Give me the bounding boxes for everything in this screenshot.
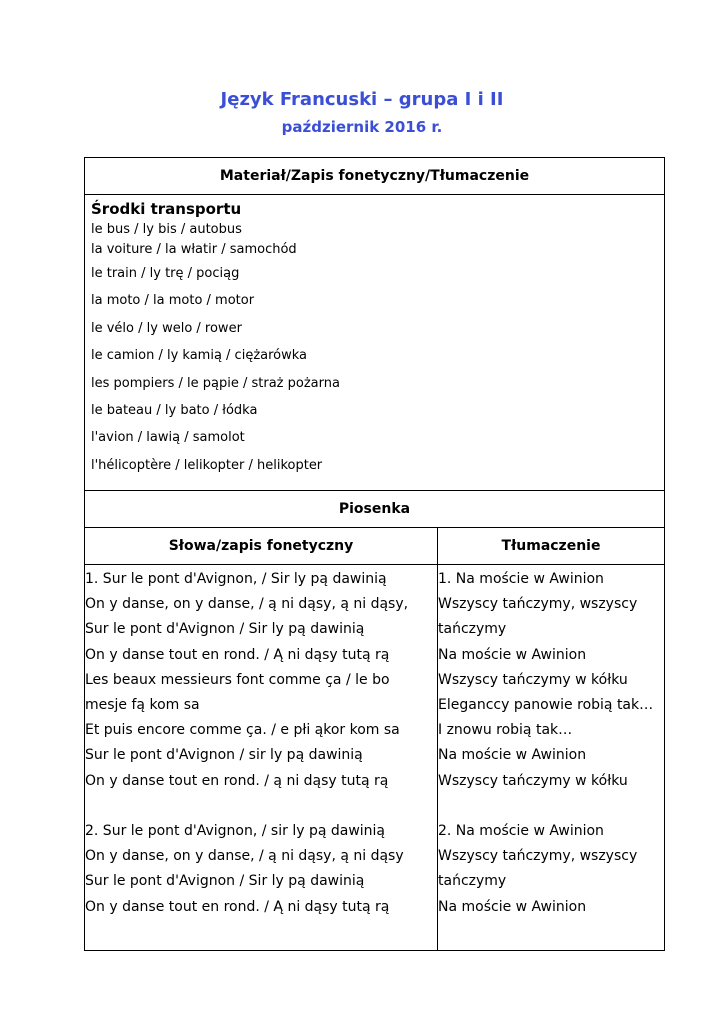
- translation-line: Wszyscy tańczymy, wszyscy: [438, 596, 638, 613]
- lyric-line: On y danse, on y danse, / ą ni dąsy, ą ni dąsy: [85, 848, 404, 865]
- vocab-item: le train / ly trę / pociąg: [91, 266, 240, 281]
- vocab-item: la voiture / la włatir / samochód: [91, 242, 297, 257]
- vocab-item: les pompiers / le pąpie / straż pożarna: [91, 375, 340, 391]
- lyric-line: On y danse tout en rond. / Ą ni dąsy tutą rą: [85, 646, 390, 663]
- transport-title: Środki transportu: [91, 200, 242, 218]
- translation-line: 2. Na moście w Awinion: [438, 823, 604, 840]
- vocab-item: le camion / ly kamią / ciężarówka: [91, 348, 308, 364]
- lyric-line: 2. Sur le pont d'Avignon, / sir ly pą dawinią: [85, 823, 386, 840]
- song-translation-cell: [438, 565, 665, 951]
- lyric-line: Sur le pont d'Avignon / sir ly pą dawinią: [85, 747, 363, 764]
- lyric-line: 1. Sur le pont d'Avignon, / Sir ly pą dawinią: [85, 571, 387, 587]
- translation-line: Eleganccy panowie robią tak…: [438, 697, 654, 714]
- lyric-line: Sur le pont d'Avignon / Sir ly pą dawinią: [85, 621, 365, 638]
- lyric-line: On y danse, on y danse, / ą ni dąsy, ą ni dąsy,: [85, 596, 409, 613]
- translation-line: Na moście w Awinion: [438, 646, 587, 663]
- translation-line: 1. Na moście w Awinion: [438, 571, 604, 587]
- translation-line: tańczymy: [438, 621, 507, 638]
- vocab-item: l'hélicoptère / lelikopter / helikopter: [91, 457, 323, 473]
- vocab-item: le bateau / ly bato / łódka: [91, 403, 258, 419]
- translation-line: Wszyscy tańczymy, wszyscy: [438, 848, 638, 865]
- vocab-item: l'avion / lawią / samolot: [91, 430, 245, 446]
- lyric-line: Sur le pont d'Avignon / Sir ly pą dawinią: [85, 873, 365, 890]
- lyric-line: Et puis encore comme ça. / e płi ąkor kom sa: [85, 722, 400, 739]
- translation-line: tańczymy: [438, 873, 507, 890]
- translation-line: Wszyscy tańczymy w kółku: [438, 671, 628, 688]
- lyric-line: mesje fą kom sa: [85, 697, 200, 714]
- translation-line: Wszyscy tańczymy w kółku: [438, 772, 628, 789]
- lyric-line: On y danse tout en rond. / Ą ni dąsy tutą rą: [85, 898, 390, 915]
- stanza-gap: [438, 794, 664, 819]
- table-column-header: Materiał/Zapis fonetyczny/Tłumaczenie: [85, 158, 665, 195]
- song-col-lyrics-header: Słowa/zapis fonetyczny: [85, 528, 438, 565]
- song-col-translation-header: Tłumaczenie: [438, 528, 665, 565]
- song-lyrics-cell: [85, 565, 438, 951]
- stanza-gap: [85, 794, 437, 819]
- vocab-item: le bus / ly bis / autobus: [91, 222, 242, 237]
- lyric-line: Les beaux messieurs font comme ça / le bo: [85, 671, 390, 688]
- vocab-item: la moto / la moto / motor: [91, 293, 255, 309]
- translation-line: Na moście w Awinion: [438, 898, 587, 915]
- page-subtitle: październik 2016 r.: [281, 118, 443, 136]
- song-title: Piosenka: [85, 491, 665, 528]
- page-title: Język Francuski – grupa I i II: [220, 89, 504, 110]
- translation-line: Na moście w Awinion: [438, 747, 587, 764]
- transport-section: [85, 195, 665, 491]
- lesson-table: [84, 157, 665, 951]
- lyric-line: On y danse tout en rond. / ą ni dąsy tutą rą: [85, 772, 389, 789]
- translation-line: I znowu robią tak…: [438, 722, 573, 739]
- vocab-item: le vélo / ly welo / rower: [91, 320, 242, 336]
